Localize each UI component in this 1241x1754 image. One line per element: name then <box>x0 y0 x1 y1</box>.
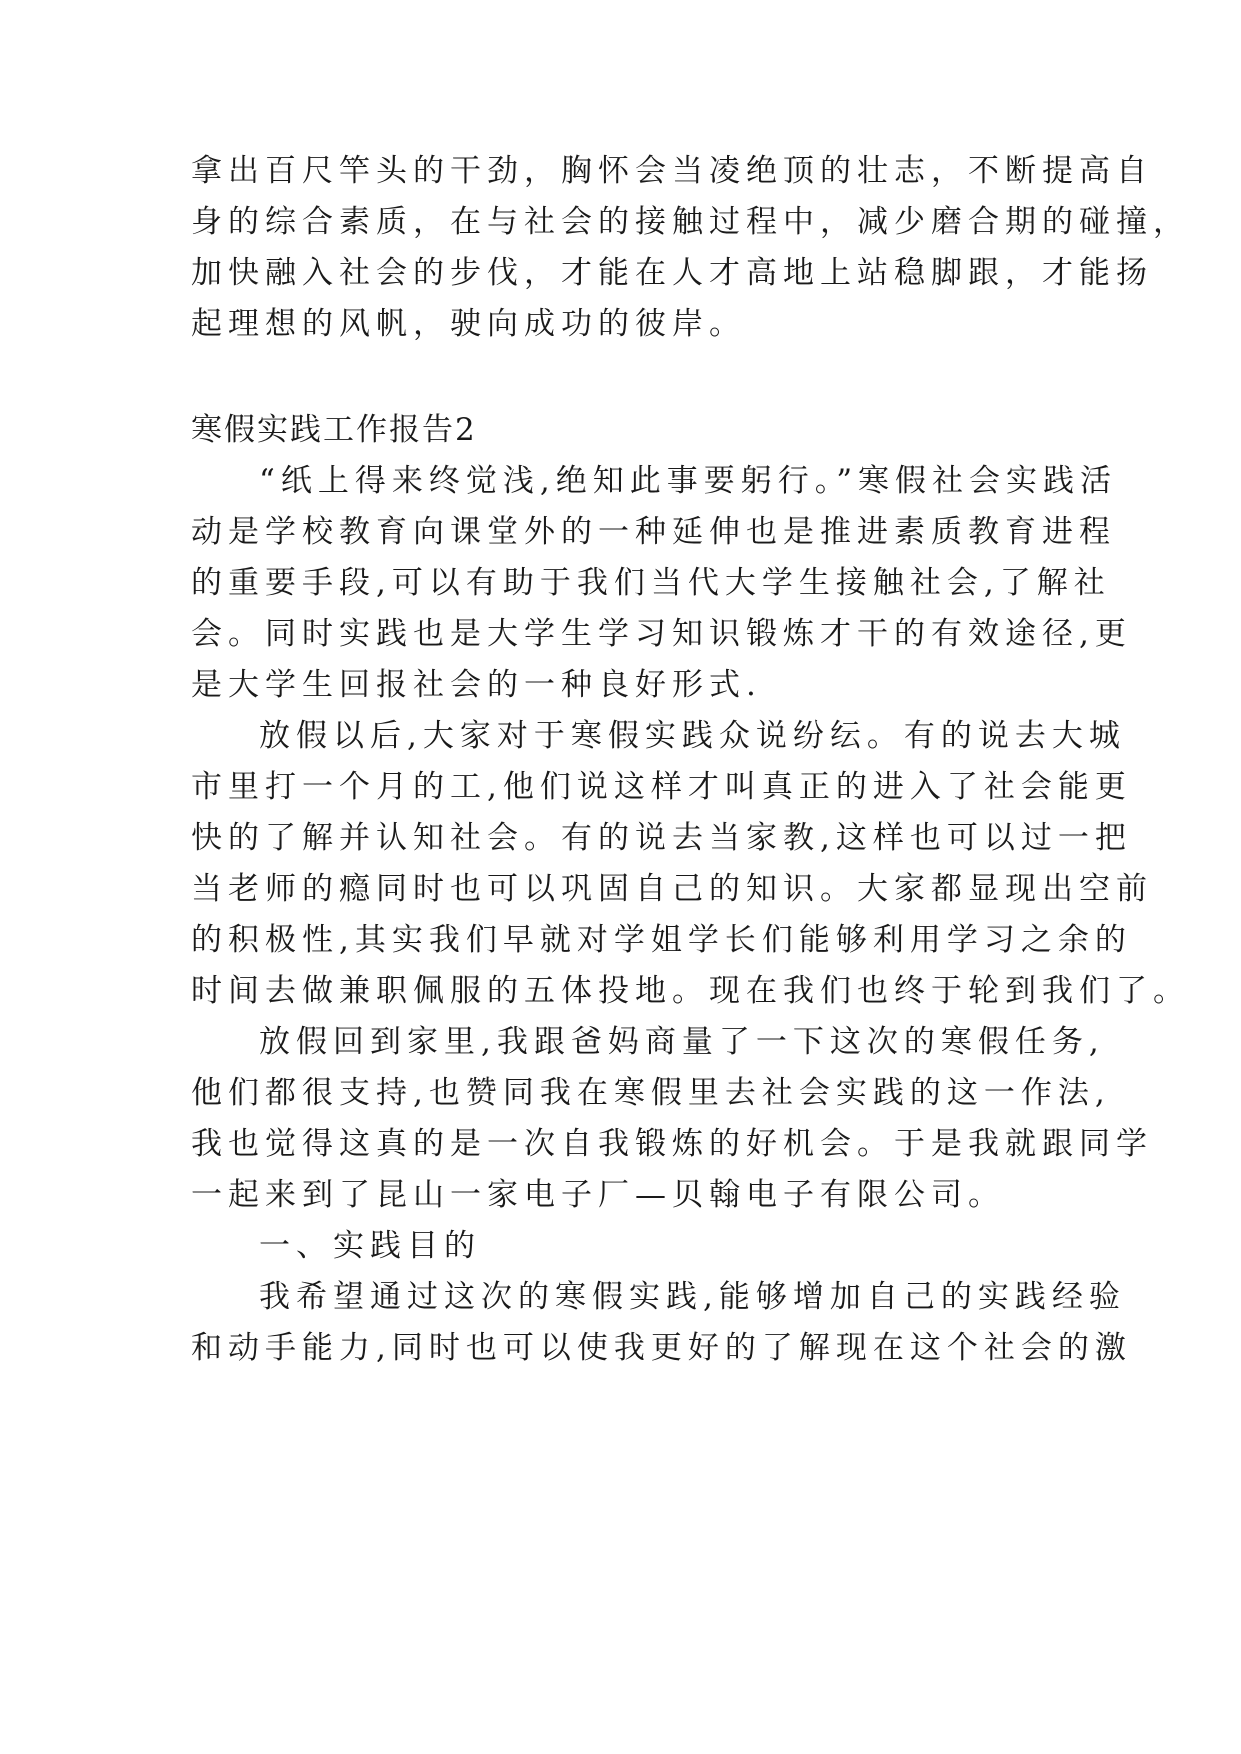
text-line: 一起来到了昆山一家电子厂—贝翰电子有限公司。 <box>191 1177 1005 1213</box>
text-line: 时间去做兼职佩服的五体投地。现在我们也终于轮到我们了。 <box>191 973 1190 1009</box>
text-line: 身的综合素质，在与社会的接触过程中，减少磨合期的碰撞， <box>191 204 1190 240</box>
section-title: 寒假实践工作报告2 <box>191 412 477 448</box>
text-line: 加快融入社会的步伐，才能在人才高地上站稳脚跟，才能扬 <box>191 255 1153 291</box>
text-line: 会。同时实践也是大学生学习知识锻炼才干的有效途径,更 <box>191 616 1132 652</box>
text-line: 市里打一个月的工,他们说这样才叫真正的进入了社会能更 <box>191 769 1132 805</box>
text-line: 是大学生回报社会的一种良好形式. <box>191 667 762 703</box>
subheading: 一、实践目的 <box>259 1228 481 1264</box>
text-line: 他们都很支持,也赞同我在寒假里去社会实践的这一作法, <box>191 1075 1111 1111</box>
text-line: 拿出百尺竿头的干劲，胸怀会当凌绝顶的壮志，不断提高自 <box>191 153 1153 189</box>
text-line: 放假以后,大家对于寒假实践众说纷纭。有的说去大城 <box>259 718 1126 754</box>
text-line: 的重要手段,可以有助于我们当代大学生接触社会,了解社 <box>191 565 1111 601</box>
text-line: 动是学校教育向课堂外的一种延伸也是推进素质教育进程 <box>191 514 1116 550</box>
text-line: “纸上得来终觉浅,绝知此事要躬行。”寒假社会实践活 <box>259 463 1118 499</box>
text-line: 快的了解并认知社会。有的说去当家教,这样也可以过一把 <box>191 820 1132 856</box>
text-line: 的积极性,其实我们早就对学姐学长们能够利用学习之余的 <box>191 922 1132 958</box>
text-line: 和动手能力,同时也可以使我更好的了解现在这个社会的激 <box>191 1330 1132 1366</box>
text-line: 起理想的风帆，驶向成功的彼岸。 <box>191 306 746 342</box>
text-line: 我也觉得这真的是一次自我锻炼的好机会。于是我就跟同学 <box>191 1126 1153 1162</box>
text-line: 我希望通过这次的寒假实践,能够增加自己的实践经验 <box>259 1279 1126 1315</box>
text-line: 放假回到家里,我跟爸妈商量了一下这次的寒假任务, <box>259 1024 1105 1060</box>
text-line: 当老师的瘾同时也可以巩固自己的知识。大家都显现出空前 <box>191 871 1153 907</box>
